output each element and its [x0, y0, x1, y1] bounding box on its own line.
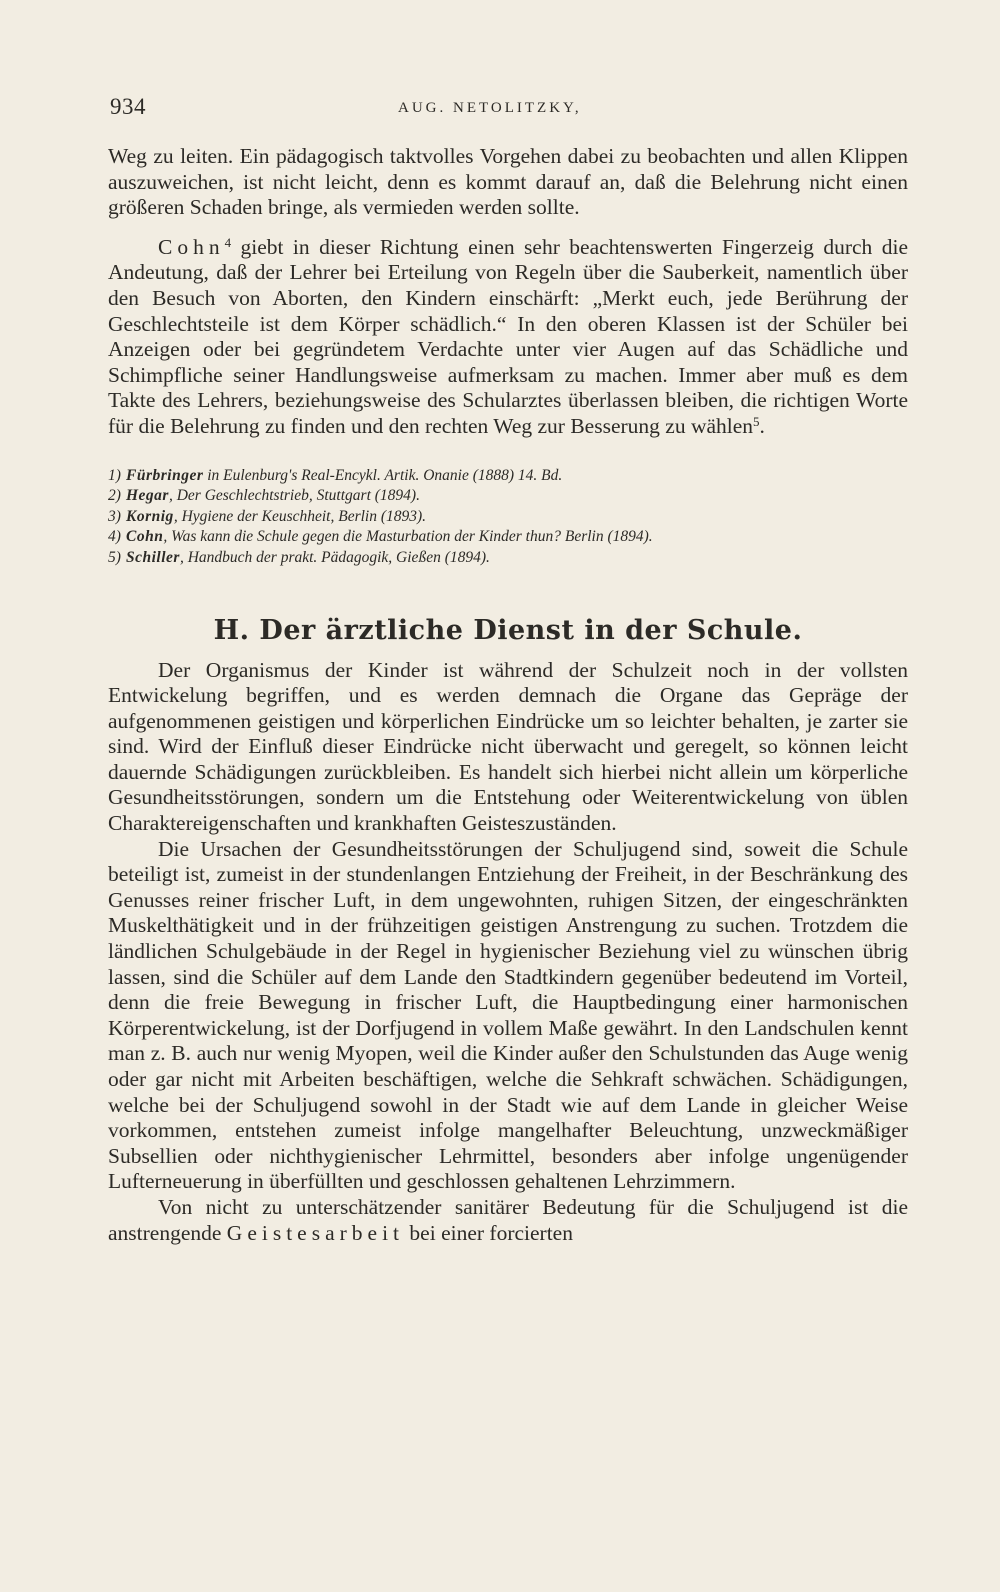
author-name: Cohn	[158, 234, 225, 259]
footnote: 2) Hegar, Der Geschlechtstrieb, Stuttgart (1894).	[108, 487, 420, 505]
footnote-ref: 5	[753, 413, 760, 429]
emphasized-term: Geistesarbeit	[226, 1220, 405, 1245]
paragraph: Die Ursachen der Gesundheitsstörungen der Schuljugend sind, soweit die Schule beteiligt ist, zumeist in der stundenlangen Entziehung der Freiheit, in der Beschränkung des Genusses reiner frischer Luft, in dem ungewohnten, ruhigen Sitzen, der eingeschränkten Muskelthätigkeit und in der frühzeitigen geistigen Anstrengung zu suchen. Trotzdem die ländlichen Schulgebäude in der Regel in hygienischer Beziehung viel zu wünschen übrig lassen, sind die Schüler auf dem Lande den Stadtkindern gegenüber bedeutend im Vorteil, denn die freie Bewegung in frischer Luft, die Hauptbedingung einer harmonischen Körperentwickelung, ist der Dorfjugend in vollem Maße gewährt. In den Landschulen kennt man z. B. auch nur wenig Myopen, weil die Kinder außer den Schulstunden das Auge wenig oder gar nicht mit Arbeiten beschäftigen, welche die Sehkraft schwächen. Schädigungen, welche bei der Schuljugend sowohl in der Stadt wie auf dem Lande in gleicher Weise vorkommen, entstehen zumeist infolge mangelhafter Beleuchtung, unzweckmäßiger Subsellien oder nichthygienischer Lehrmittel, besonders aber infolge ungenügender Lufterneuerung in überfüllten und geschlossen gehaltenen Lehrzimmern.	[108, 836, 908, 1194]
book-page	[108, 94, 908, 1246]
footnote: 3) Kornig, Hygiene der Keuschheit, Berlin (1893).	[108, 507, 427, 525]
paragraph-continued: Weg zu leiten. Ein pädagogisch taktvolles Vorgehen dabei zu beobachten und allen Klippen auszuweichen, ist nicht leicht, denn es kommt darauf an, daß die Belehrung nicht einen größeren Schaden bringe, als vermieden werden sollte.	[108, 144, 908, 220]
page-number: 934	[110, 94, 146, 119]
footnotes	[108, 466, 908, 569]
page-header	[108, 94, 908, 124]
footnote-ref: 4	[224, 234, 232, 250]
paragraph: Von nicht zu unterschätzender sanitärer Bedeutung für die Schuljugend ist die anstrengende Geistesarbeit bei einer forcierten	[108, 1194, 908, 1245]
footnote: 1) Fürbringer in Eulenburg's Real-Encykl. Artik. Onanie (1888) 14. Bd.	[108, 466, 563, 484]
section-heading: H. Der ärztliche Dienst in der Schule.	[213, 614, 803, 646]
footnote: 4) Cohn, Was kann die Schule gegen die Masturbation der Kinder thun? Berlin (1894).	[108, 528, 653, 546]
paragraph: Der Organismus der Kinder ist während der Schulzeit noch in der vollsten Entwickelung begriffen, und es werden demnach die Organe das Gepräge der aufgenommenen geistigen und körperlichen Eindrücke um so leichter behalten, je zarter sie sind. Wird der Einfluß dieser Eindrücke nicht überwacht und geregelt, so können leicht dauernde Schädigungen zurückbleiben. Es handelt sich hierbei nicht allein um körperliche Gesundheitsstörungen, sondern um die Entstehung oder Weiterentwickelung von üblen Charaktereigenschaften und krankhaften Geisteszuständen.	[108, 657, 908, 836]
running-head: AUG. NETOLITZKY,	[398, 100, 582, 116]
paragraph-text: giebt in dieser Richtung einen sehr beachtenswerten Fingerzeig durch die Andeutung, daß der Lehrer bei Erteilung von Regeln über die Sauberkeit, namentlich über den Besuch von Aborten, den Kindern einschärft: „Merkt euch, jede Berührung der Geschlechtsteile ist dem Körper schädlich.“ In den oberen Klassen ist der Schüler bei Anzeigen oder bei gegründetem Verdachte unter vier Augen auf das Schädliche und Schimpfliche seiner Handlungsweise aufmerksam zu machen. Immer aber muß es dem Takte des Lehrers, beziehungsweise des Schularztes überlassen bleiben, die richtigen Worte für die Belehrung zu finden und den rechten Weg zur Besserung zu wählen	[108, 234, 908, 438]
paragraph-cohn: Cohn$^4$ giebt in dieser Richtung einen sehr beachtenswerten Fingerzeig durch die Andeutung, daß der Lehrer bei Erteilung von Regeln über die Sauberkeit, namentlich über den Besuch von Aborten, den Kindern einschärft: „Merkt euch, jede Berührung der Geschlechtsteile ist dem Körper schädlich.“ In den oberen Klassen ist der Schüler bei Anzeigen oder bei gegründetem Verdachte unter vier Augen auf das Schädliche und Schimpfliche seiner Handlungsweise aufmerksam zu machen. Immer aber muß es dem Takte des Lehrers, beziehungsweise des Schularztes überlassen bleiben, die richtigen Worte für die Belehrung zu finden und den rechten Weg zur Besserung zu wählen$^5$.	[108, 234, 908, 438]
footnote: 5) Schiller, Handbuch der prakt. Pädagogik, Gießen (1894).	[108, 548, 490, 566]
